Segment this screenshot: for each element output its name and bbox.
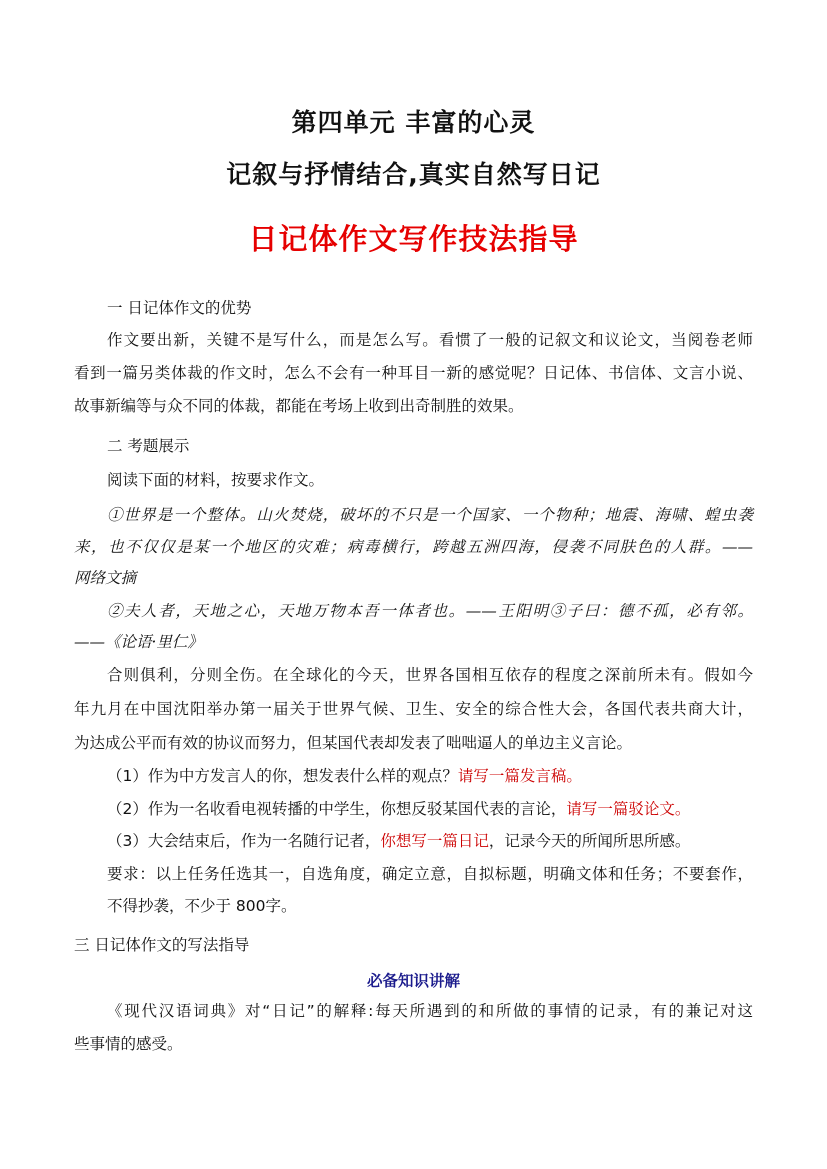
task-3-highlight: 你想写一篇日记	[380, 832, 489, 850]
material1-line-3: 网络文摘	[74, 569, 137, 587]
main-title: 日记体作文写作技法指导	[248, 222, 579, 256]
section1-heading: 一 日记体作文的优势	[107, 299, 252, 317]
requirement-line-2: 不得抄袭，不少于 800字。	[107, 897, 297, 915]
context-line-2: 年九月在中国沈阳举办第一届关于世界气候、卫生、安全的综合性大会，各国代表共商大计，	[74, 700, 753, 718]
section3-heading: 三 日记体作文的写法指导	[74, 936, 250, 954]
context-line-1: 合则俱利，分则全伤。在全球化的今天，世界各国相互依存的程度之深前所未有。假如今	[107, 666, 753, 684]
requirement-line-1: 要求：以上任务任选其一，自选角度，确定立意，自拟标题，明确文体和任务；不要套作，	[107, 865, 753, 883]
task-1-highlight: 请写一篇发言稿。	[457, 767, 582, 785]
material1-line-2: 来，也不仅仅是某一个地区的灾难；病毒横行，跨越五洲四海，侵袭不同肤色的人群。——	[74, 538, 753, 556]
section3-subheading: 必备知识讲解	[366, 971, 460, 990]
theme-title: 记叙与抒情结合,真实自然写日记	[226, 160, 601, 189]
task-3-suffix: ，记录今天的所闻所思所感。	[488, 832, 691, 850]
section1-line-2: 看到一篇另类体裁的作文时，怎么不会有一种耳目一新的感觉呢？日记体、书信体、文言小说、	[74, 364, 753, 382]
task-1-text: （1）作为中方发言人的你，想发表什么样的观点？	[107, 767, 458, 785]
section3-line-1: 《现代汉语词典》对“日记”的解释:每天所遇到的和所做的事情的记录，有的兼记对这	[107, 1002, 753, 1020]
material2-line-2: ——《论语·里仁》	[74, 633, 203, 651]
unit-title: 第四单元 丰富的心灵	[291, 108, 536, 137]
task-3-text: （3）大会结束后，作为一名随行记者，	[107, 832, 381, 850]
section1-line-3: 故事新编等与众不同的体裁，都能在考场上收到出奇制胜的效果。	[74, 397, 524, 415]
task-2-highlight: 请写一篇驳论文。	[566, 800, 691, 818]
task-1	[107, 766, 582, 786]
task-2-text: （2）作为一名收看电视转播的中学生，你想反驳某国代表的言论，	[107, 800, 567, 818]
section2-intro: 阅读下面的材料，按要求作文。	[107, 471, 325, 489]
section1-line-1: 作文要出新，关键不是写什么，而是怎么写。看惯了一般的记叙文和议论文，当阅卷老师	[107, 331, 753, 349]
task-2	[107, 799, 690, 819]
section3-line-2: 些事情的感受。	[74, 1035, 183, 1053]
material2-line-1: ②夫人者，天地之心，天地万物本吾一体者也。——王阳明③子曰：德不孤，必有邻。	[107, 602, 753, 620]
task-3	[107, 831, 690, 851]
material1-line-1: ①世界是一个整体。山火焚烧，破坏的不只是一个国家、一个物种；地震、海啸、蝗虫袭	[107, 506, 753, 524]
context-line-3: 为达成公平而有效的协议而努力，但某国代表却发表了咄咄逼人的单边主义言论。	[74, 734, 633, 752]
section2-heading: 二 考题展示	[107, 437, 190, 455]
